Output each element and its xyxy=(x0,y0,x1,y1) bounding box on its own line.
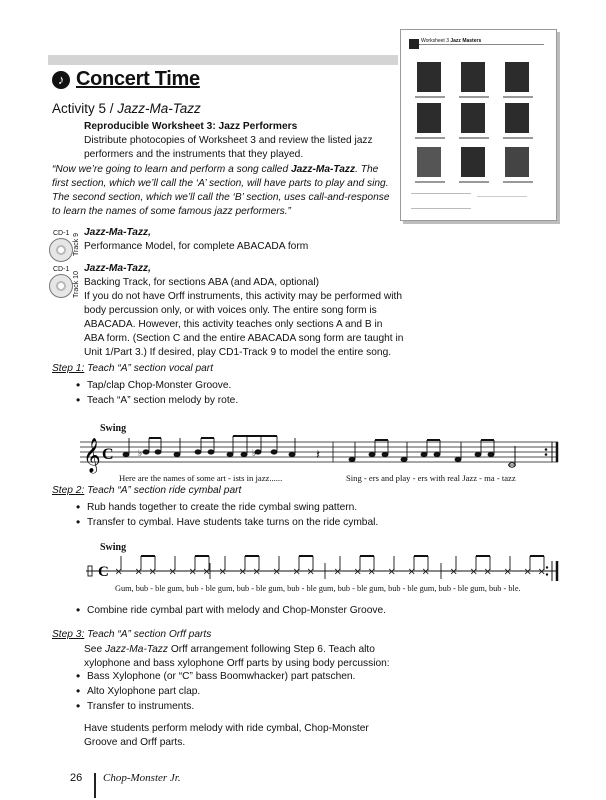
list-item: • Transfer to cymbal. Have students take turns on the ride cymbal. xyxy=(74,515,404,530)
ride-cymbal-staff xyxy=(86,553,566,587)
cd-label: CD-1 xyxy=(53,266,70,273)
cymbal-note: × xyxy=(188,566,197,578)
step-2-list-after xyxy=(74,603,434,618)
section-title: ♪ Concert Time xyxy=(52,68,200,91)
cd-label: CD-1 xyxy=(53,230,70,237)
step-3-intro: See Jazz-Ma-Tazz Orff arrangement following Step 6. Teach alto xylophone and bass xylophone Orff parts by using body percussion: xyxy=(84,644,390,669)
book-title: Chop-Monster Jr. xyxy=(103,772,181,784)
cymbal-note: × xyxy=(134,566,143,578)
track-label: Track 9 xyxy=(73,232,80,256)
cymbal-note: × xyxy=(469,566,478,578)
melody-staff xyxy=(80,432,570,476)
worksheet-text: Distribute photocopies of Worksheet 3 and review the listed jazz performers and the instruments that they played. xyxy=(84,135,373,160)
list-item: • Teach “A” section melody by rote. xyxy=(74,393,404,408)
common-time: C xyxy=(102,446,114,463)
cd-icon xyxy=(49,238,73,262)
cymbal-note: × xyxy=(202,566,211,578)
step-1-heading: Step 1: Teach “A” section vocal part xyxy=(52,363,214,374)
cymbal-note: × xyxy=(407,566,416,578)
cymbal-note: × xyxy=(114,566,123,578)
cymbal-note: × xyxy=(306,566,315,578)
thumbnail-title: Jazz Masters xyxy=(450,38,482,44)
cymbal-note: × xyxy=(483,566,492,578)
tempo-marking: Swing xyxy=(100,542,127,553)
music-note-icon: ♪ xyxy=(52,71,70,89)
page-number: 26 xyxy=(70,772,83,784)
cymbal-note: × xyxy=(503,566,512,578)
cymbal-note: × xyxy=(353,566,362,578)
quarter-rest: 𝄽 xyxy=(316,447,320,462)
svg-text:C: C xyxy=(98,564,109,580)
track-title: Jazz-Ma-Tazz, xyxy=(84,263,151,274)
list-item: • Alto Xylophone part clap. xyxy=(74,684,414,699)
list-item: • Bass Xylophone (or “C” bass Boomwhacker) part patschen. xyxy=(74,669,414,684)
cymbal-note: × xyxy=(387,566,396,578)
cymbal-note: × xyxy=(523,566,532,578)
cymbal-note: × xyxy=(168,566,177,578)
step-1-list xyxy=(74,378,404,408)
svg-text:♭: ♭ xyxy=(252,448,257,458)
photo xyxy=(505,62,529,92)
list-item: • Rub hands together to create the ride cymbal swing pattern. xyxy=(74,500,404,515)
thumbnail-title-prefix: Worksheet 3 xyxy=(421,38,449,44)
cymbal-note: × xyxy=(333,566,342,578)
photo xyxy=(461,103,485,133)
track-title: Jazz-Ma-Tazz, xyxy=(84,227,151,238)
photo xyxy=(461,62,485,92)
tempo-marking: Swing xyxy=(100,423,127,434)
svg-text:♭: ♭ xyxy=(138,448,143,458)
photo xyxy=(461,147,485,177)
track-label: Track 10 xyxy=(73,271,80,298)
track-note: If you do not have Orff instruments, this activity may be performed with body percussion only, or with voices only. The entire song form is ABACADA. However, this activity teaches only sections A and B in ABA form. (Section C and the entire ABACADA song form are taught in Unit 1/Part 3.) If desired, play CD1-Track 9 to model the entire song. xyxy=(84,291,404,358)
track-9-info xyxy=(84,226,404,254)
intro-quote: “Now we’re going to learn and perform a song called Jazz-Ma-Tazz. The first section, which we’ll call the ‘A’ section, will have parts to play and sing. The second section, which we’ll call the ‘B’ section, uses call-and-response to learn the names of some famous jazz performers.” xyxy=(52,164,390,217)
cymbal-note: × xyxy=(252,566,261,578)
treble-clef: 𝄞 xyxy=(83,438,101,473)
cymbal-note: × xyxy=(292,566,301,578)
photo xyxy=(417,62,441,92)
cymbal-note: × xyxy=(148,566,157,578)
track-10-info xyxy=(84,262,404,360)
photo xyxy=(505,147,529,177)
track-desc: Backing Track, for sections ABA (and ADA, optional) xyxy=(84,277,319,288)
step-3-list xyxy=(74,669,414,714)
worksheet-block xyxy=(84,120,399,162)
worksheet-logo xyxy=(409,39,419,49)
list-item: • Combine ride cymbal part with melody and Chop-Monster Groove. xyxy=(74,603,434,618)
cymbal-note: × xyxy=(421,566,430,578)
photo xyxy=(417,103,441,133)
cymbal-note: × xyxy=(218,566,227,578)
list-item: • Transfer to instruments. xyxy=(74,699,414,714)
cd-icon xyxy=(49,274,73,298)
activity-heading: Activity 5 / Jazz-Ma-Tazz xyxy=(52,101,201,116)
cymbal-note: × xyxy=(272,566,281,578)
step-2-heading: Step 2: Teach “A” section ride cymbal part xyxy=(52,485,242,496)
footer-divider xyxy=(94,773,96,798)
lyrics-line: Here are the names of some art - ists in jazz...... xyxy=(119,473,283,483)
lyrics-line: Sing - ers and play - ers with real Jazz - ma - tazz xyxy=(346,473,516,483)
cymbal-note: × xyxy=(449,566,458,578)
cymbal-note: × xyxy=(367,566,376,578)
step-3-heading: Step 3: Teach “A” section Orff parts xyxy=(52,629,212,640)
step-3-closing: Have students perform melody with ride cymbal, Chop-Monster Groove and Orff parts. xyxy=(84,723,369,748)
header-band xyxy=(48,55,398,65)
track-desc: Performance Model, for complete ABACADA form xyxy=(84,241,309,252)
photo xyxy=(417,147,441,177)
worksheet-thumbnail xyxy=(400,29,557,221)
lyrics-line: Gum, bub - ble gum, bub - ble gum, bub - ble gum, bub - ble gum, bub - ble gum, bub - ble gum, bub - ble gum, bub - ble. xyxy=(115,584,521,593)
step-2-list xyxy=(74,500,404,530)
cymbal-note: × xyxy=(238,566,247,578)
worksheet-heading: Reproducible Worksheet 3: Jazz Performers xyxy=(84,121,298,132)
photo xyxy=(505,103,529,133)
list-item: • Tap/clap Chop-Monster Groove. xyxy=(74,378,404,393)
cymbal-note: × xyxy=(537,566,546,578)
